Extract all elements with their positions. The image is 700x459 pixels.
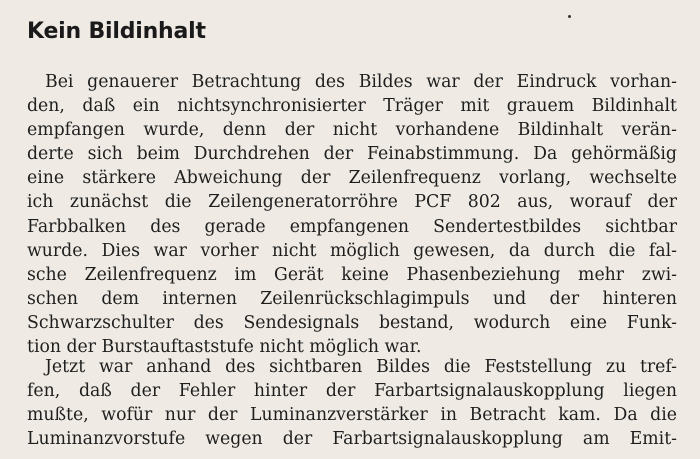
text-line: derte sich beim Durchdrehen der Feinabstimmung. Da gehörmäßig <box>27 144 677 165</box>
section-heading: Kein Bildinhalt <box>27 19 206 44</box>
text-line: Bei genauerer Betrachtung des Bildes war der Eindruck vorhan- <box>45 72 677 92</box>
text-line: den, daß ein nichtsynchronisierter Träger mit grauem Bildinhalt <box>27 96 677 117</box>
text-line: Farbbalken des gerade empfangenen Sendertestbildes sichtbar <box>27 216 677 237</box>
text-line: ich zunächst die Zeilengeneratorröhre PCF 802 aus, worauf der <box>27 192 677 213</box>
print-speck <box>568 15 571 18</box>
text-line: Jetzt war anhand des sichtbaren Bildes die Feststellung zu tref- <box>45 357 677 377</box>
text-line: wurde. Dies war vorher nicht möglich gewesen, da durch die fal- <box>27 240 677 261</box>
text-line: sche Zeilenfrequenz im Gerät keine Phasenbeziehung mehr zwi- <box>27 264 677 285</box>
paragraph-2 <box>27 355 677 451</box>
text-line: fen, daß der Fehler hinter der Farbartsignalauskopplung liegen <box>27 381 677 402</box>
text-line: eine stärkere Abweichung der Zeilenfrequenz vorlang, wechselte <box>27 168 677 189</box>
text-line: schen dem internen Zeilenrückschlagimpuls und der hinteren <box>27 288 677 309</box>
text-line: mußte, wofür nur der Luminanzverstärker in Betracht kam. Da die <box>27 405 677 426</box>
text-line: empfangen wurde, denn der nicht vorhandene Bildinhalt verän- <box>27 120 677 141</box>
text-line: tion der Burstauftaststufe nicht möglich war. <box>27 337 422 358</box>
text-line: Schwarzschulter des Sendesignals bestand, wodurch eine Funk- <box>27 312 677 333</box>
paragraph-1 <box>27 70 677 359</box>
text-line: Luminanzvorstufe wegen der Farbartsignalauskopplung am Emit- <box>27 429 677 450</box>
